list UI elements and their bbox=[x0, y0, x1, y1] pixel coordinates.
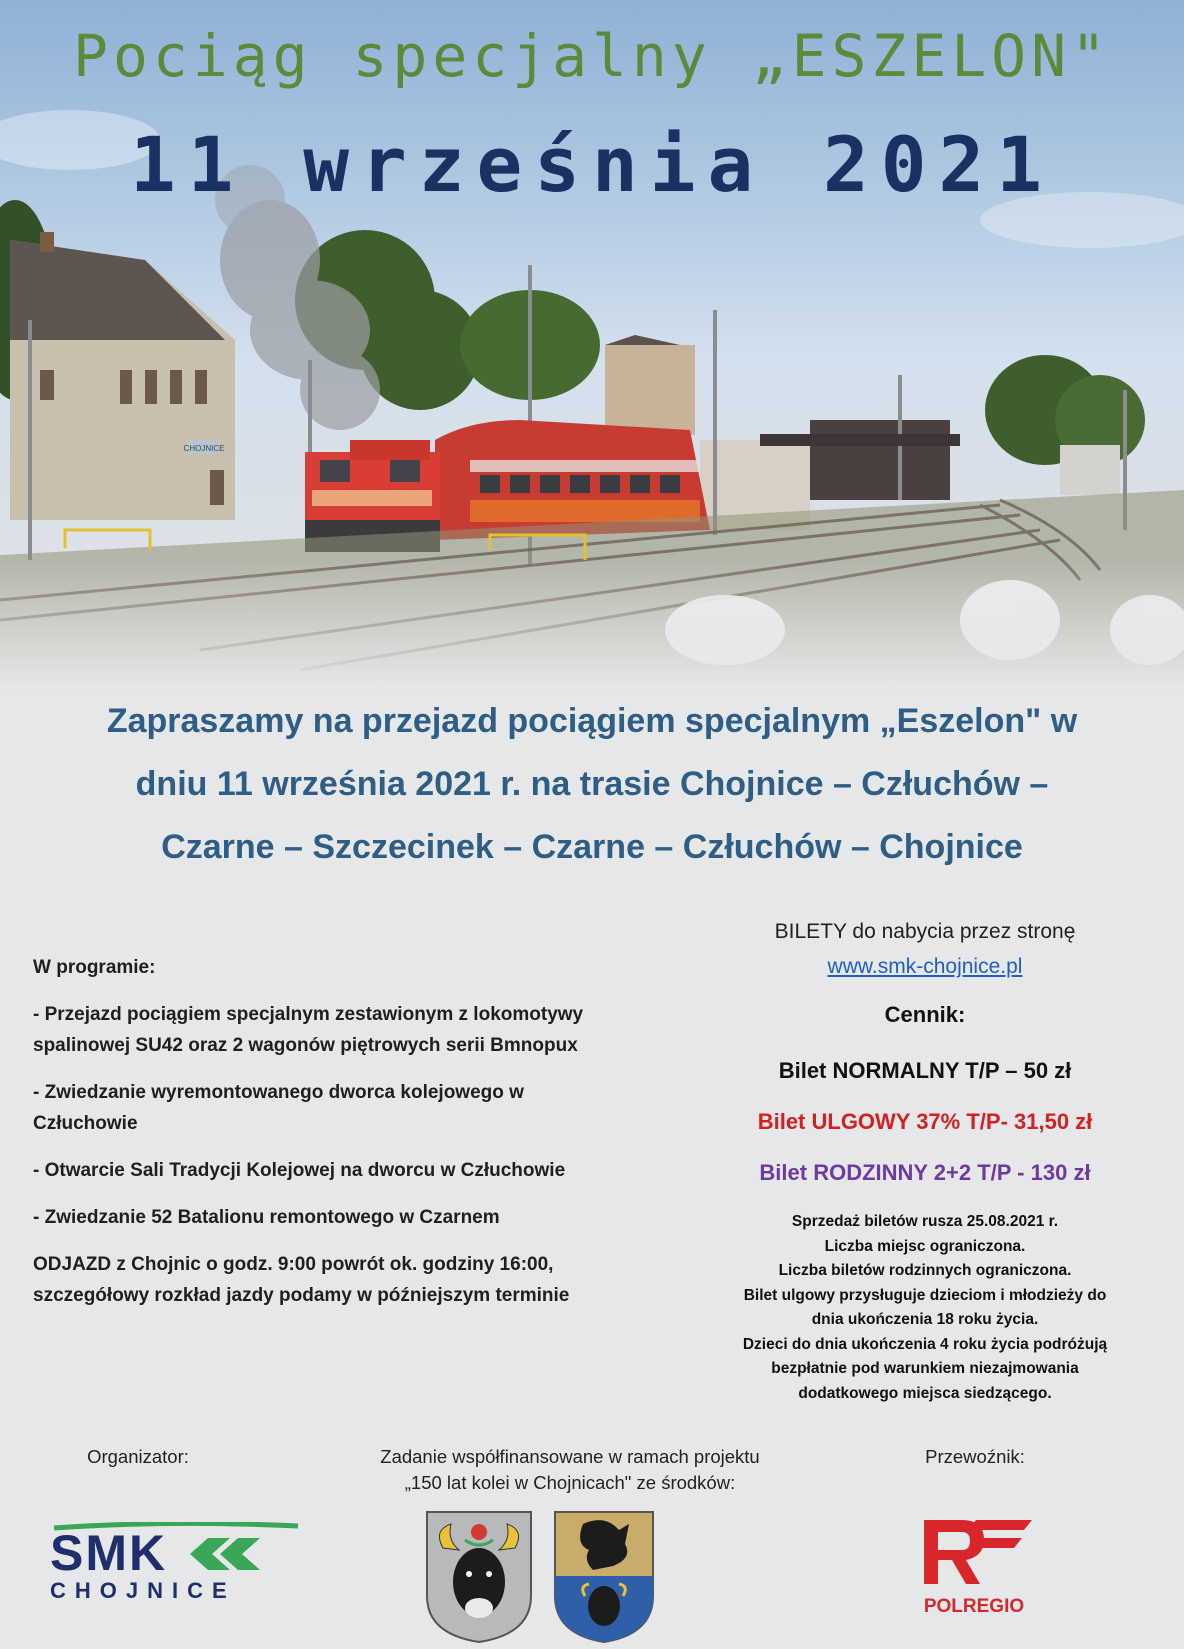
program-item-line: - Zwiedzanie wyremontowanego dworca kolejowego w bbox=[33, 1082, 524, 1103]
note-line: dodatkowego miejsca siedzącego. bbox=[798, 1384, 1052, 1402]
carrier-label: Przewoźnik: bbox=[925, 1446, 1025, 1467]
tickets-section bbox=[700, 914, 1150, 1406]
price-reduced: Bilet ULGOWY 37% T/P- 31,50 zł bbox=[757, 1109, 1093, 1134]
pricelist-heading: Cennik: bbox=[884, 1002, 966, 1027]
event-title: Pociąg specjalny „ESZELON" bbox=[73, 22, 1111, 90]
note-line: dnia ukończenia 18 roku życia. bbox=[811, 1311, 1039, 1328]
funding-label bbox=[330, 1444, 810, 1496]
note-line: Bilet ulgowy przysługuje dzieciom i młodzieży do bbox=[743, 1286, 1107, 1304]
smk-logo-text: SMK bbox=[50, 1525, 168, 1581]
departure-line: ODJAZD z Chojnic o godz. 9:00 powrót ok. godziny 16:00, bbox=[33, 1254, 554, 1275]
griffin-coat-of-arms-icon bbox=[553, 1510, 655, 1644]
ticket-notes bbox=[700, 1210, 1150, 1406]
program-heading: W programie: bbox=[33, 957, 156, 978]
note-line: Dzieci do dnia ukończenia 4 roku życia podróżują bbox=[742, 1335, 1108, 1353]
program-item bbox=[33, 1077, 653, 1139]
polregio-logo-text: POLREGIO bbox=[923, 1596, 1025, 1617]
program-item-line: Człuchowie bbox=[33, 1113, 138, 1134]
organizer-label: Organizator: bbox=[87, 1446, 189, 1467]
smk-chojnice-logo bbox=[48, 1522, 303, 1602]
note-line: bezpłatnie pod warunkiem niezajmowania bbox=[771, 1360, 1079, 1377]
polregio-logo bbox=[912, 1510, 1042, 1620]
event-date: 11 września 2021 bbox=[129, 120, 1055, 209]
program-item-line: - Przejazd pociągiem specjalnym zestawionym z lokomotywy bbox=[33, 1004, 584, 1025]
note-line: Liczba miejsc ograniczona. bbox=[824, 1237, 1026, 1255]
program-item: - Zwiedzanie 52 Batalionu remontowego w Czarnem bbox=[33, 1207, 500, 1228]
station-sign: CHOJNICE bbox=[183, 444, 225, 453]
invitation-text bbox=[20, 690, 1164, 879]
price-family: Bilet RODZINNY 2+2 T/P - 130 zł bbox=[759, 1160, 1091, 1185]
station-building bbox=[10, 232, 235, 520]
hero-photo bbox=[0, 0, 1184, 690]
tickets-link[interactable]: www.smk-chojnice.pl bbox=[827, 955, 1023, 978]
invitation-line: dniu 11 września 2021 r. na trasie Chojnice – Człuchów – bbox=[135, 765, 1049, 803]
station-illustration bbox=[0, 0, 1184, 690]
invitation-line: Zapraszamy na przejazd pociągiem specjalnym „Eszelon" w bbox=[106, 702, 1078, 740]
departure-info bbox=[33, 1249, 653, 1311]
invitation-line: Czarne – Szczecinek – Czarne – Człuchów – Chojnice bbox=[161, 828, 1023, 866]
program-item: - Otwarcie Sali Tradycji Kolejowej na dworcu w Człuchowie bbox=[33, 1160, 566, 1181]
note-line: Liczba biletów rodzinnych ograniczona. bbox=[778, 1262, 1072, 1279]
tickets-heading: BILETY do nabycia przez stronę bbox=[774, 920, 1076, 943]
bull-coat-of-arms-icon bbox=[425, 1510, 533, 1644]
program-item bbox=[33, 999, 653, 1061]
price-normal: Bilet NORMALNY T/P – 50 zł bbox=[778, 1058, 1072, 1083]
smk-logo-subtext: CHOJNICE bbox=[50, 1578, 236, 1602]
departure-line: szczegółowy rozkład jazdy podamy w późniejszym terminie bbox=[33, 1285, 570, 1306]
program-item-line: spalinowej SU42 oraz 2 wagonów piętrowych serii Bmnopux bbox=[33, 1035, 578, 1056]
note-line: Sprzedaż biletów rusza 25.08.2021 r. bbox=[791, 1213, 1059, 1230]
funding-line: Zadanie współfinansowane w ramach projektu bbox=[380, 1446, 760, 1467]
program-section bbox=[33, 952, 653, 1327]
funding-line: „150 lat kolei w Chojnicach" ze środków: bbox=[404, 1472, 736, 1493]
